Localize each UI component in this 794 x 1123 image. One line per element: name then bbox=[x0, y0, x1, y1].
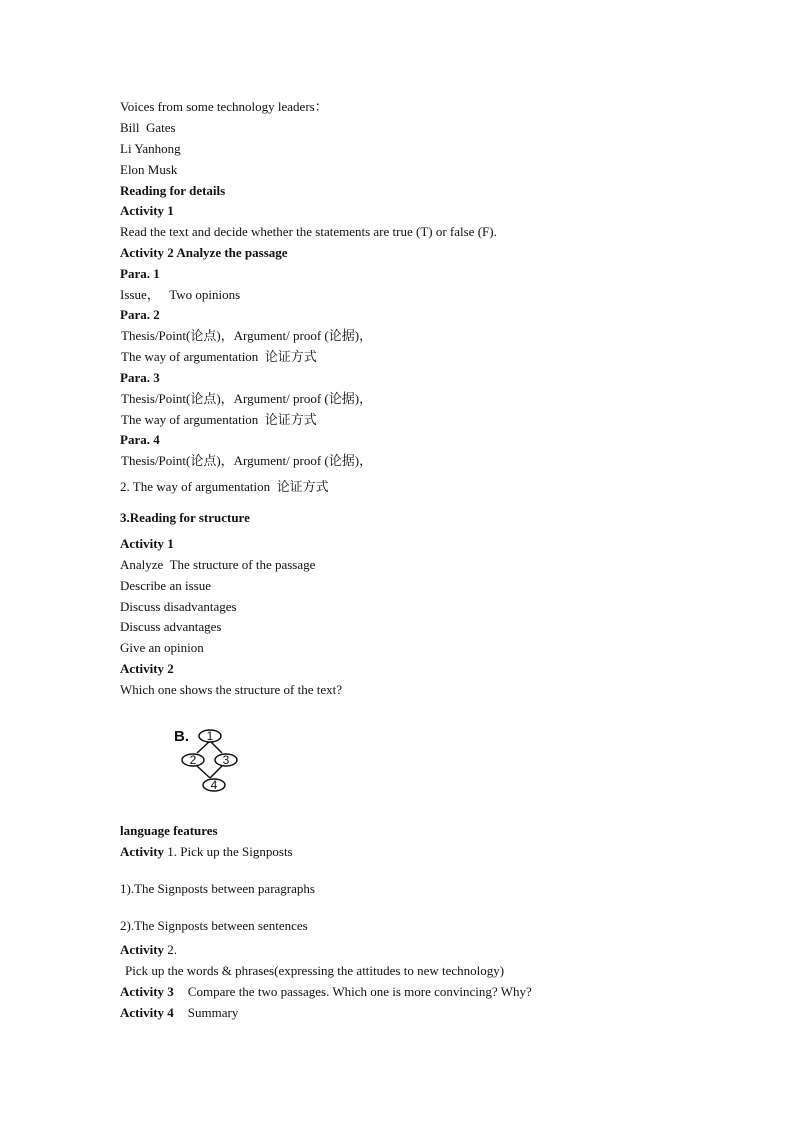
activity-label: Activity 4 bbox=[120, 1005, 174, 1020]
diagram-node-label: 4 bbox=[210, 778, 218, 792]
diagram-node-label: 2 bbox=[189, 753, 197, 767]
para-thesis: Thesis/Point(论点)，Argument/ proof (论据)， bbox=[121, 328, 373, 343]
activity-text: Summary bbox=[187, 1005, 239, 1020]
structure-item: Give an opinion bbox=[120, 640, 204, 655]
structure-diagram bbox=[170, 724, 242, 796]
leader-name: Bill Gates bbox=[120, 120, 176, 135]
para-thesis: Thesis/Point(论点)，Argument/ proof (论据)， bbox=[121, 391, 373, 406]
diagram-node-label: 3 bbox=[222, 753, 230, 767]
leader-name: Li Yanhong bbox=[120, 141, 181, 156]
diagram-edge bbox=[197, 766, 210, 778]
diagram-node-label: 1 bbox=[206, 729, 214, 743]
activity-line bbox=[120, 942, 177, 958]
para-way: The way of argumentation 论证方式 bbox=[121, 349, 317, 364]
activity-line bbox=[120, 1005, 238, 1021]
activity-text: Pick up the words & phrases(expressing the attitudes to new technology) bbox=[125, 963, 505, 978]
para-way: The way of argumentation 论证方式 bbox=[121, 412, 317, 427]
structure-item: Describe an issue bbox=[120, 578, 211, 593]
activity-label: Activity bbox=[120, 942, 165, 957]
para-label: Para. 2 bbox=[120, 307, 160, 322]
intro-title: Voices from some technology leaders： bbox=[120, 99, 328, 114]
activity-text: Read the text and decide whether the statements are true (T) or false (F). bbox=[120, 224, 497, 239]
diagram-label: B. bbox=[174, 728, 189, 745]
para-label: Para. 4 bbox=[120, 432, 160, 447]
activity-label: Activity 2 Analyze the passage bbox=[120, 245, 288, 260]
para-label: Para. 3 bbox=[120, 370, 160, 385]
signpost-item: 1).The Signposts between paragraphs bbox=[120, 881, 315, 896]
activity-text: 1. Pick up the Signposts bbox=[164, 844, 293, 859]
activity-label: Activity 1 bbox=[120, 536, 174, 551]
section-heading-structure: 3.Reading for structure bbox=[120, 510, 250, 525]
activity-text: Compare the two passages. Which one is more convincing? Why? bbox=[187, 984, 532, 999]
structure-item: Discuss disadvantages bbox=[120, 599, 237, 614]
leader-name: Elon Musk bbox=[120, 162, 178, 177]
activity-label: Activity 2 bbox=[120, 661, 174, 676]
activity-text: Analyze The structure of the passage bbox=[120, 557, 316, 572]
section-heading-details: Reading for details bbox=[120, 183, 226, 198]
structure-item: Discuss advantages bbox=[120, 619, 222, 634]
activity-number: 2. bbox=[164, 942, 178, 957]
para-way: 2. The way of argumentation 论证方式 bbox=[120, 479, 329, 494]
activity-line bbox=[120, 984, 532, 1000]
signpost-item: 2).The Signposts between sentences bbox=[120, 918, 308, 933]
para-thesis: Thesis/Point(论点)，Argument/ proof (论据)， bbox=[121, 453, 373, 468]
activity-text: Which one shows the structure of the text? bbox=[120, 682, 343, 697]
activity-label: Activity 1 bbox=[120, 203, 174, 218]
section-heading-language: language features bbox=[120, 823, 218, 838]
activity-line bbox=[120, 844, 293, 860]
diagram-edge bbox=[210, 766, 222, 778]
activity-label: Activity bbox=[120, 844, 165, 859]
activity-label: Activity 3 bbox=[120, 984, 174, 999]
para-label: Para. 1 bbox=[120, 266, 160, 281]
para-text: Issue， Two opinions bbox=[120, 287, 241, 302]
